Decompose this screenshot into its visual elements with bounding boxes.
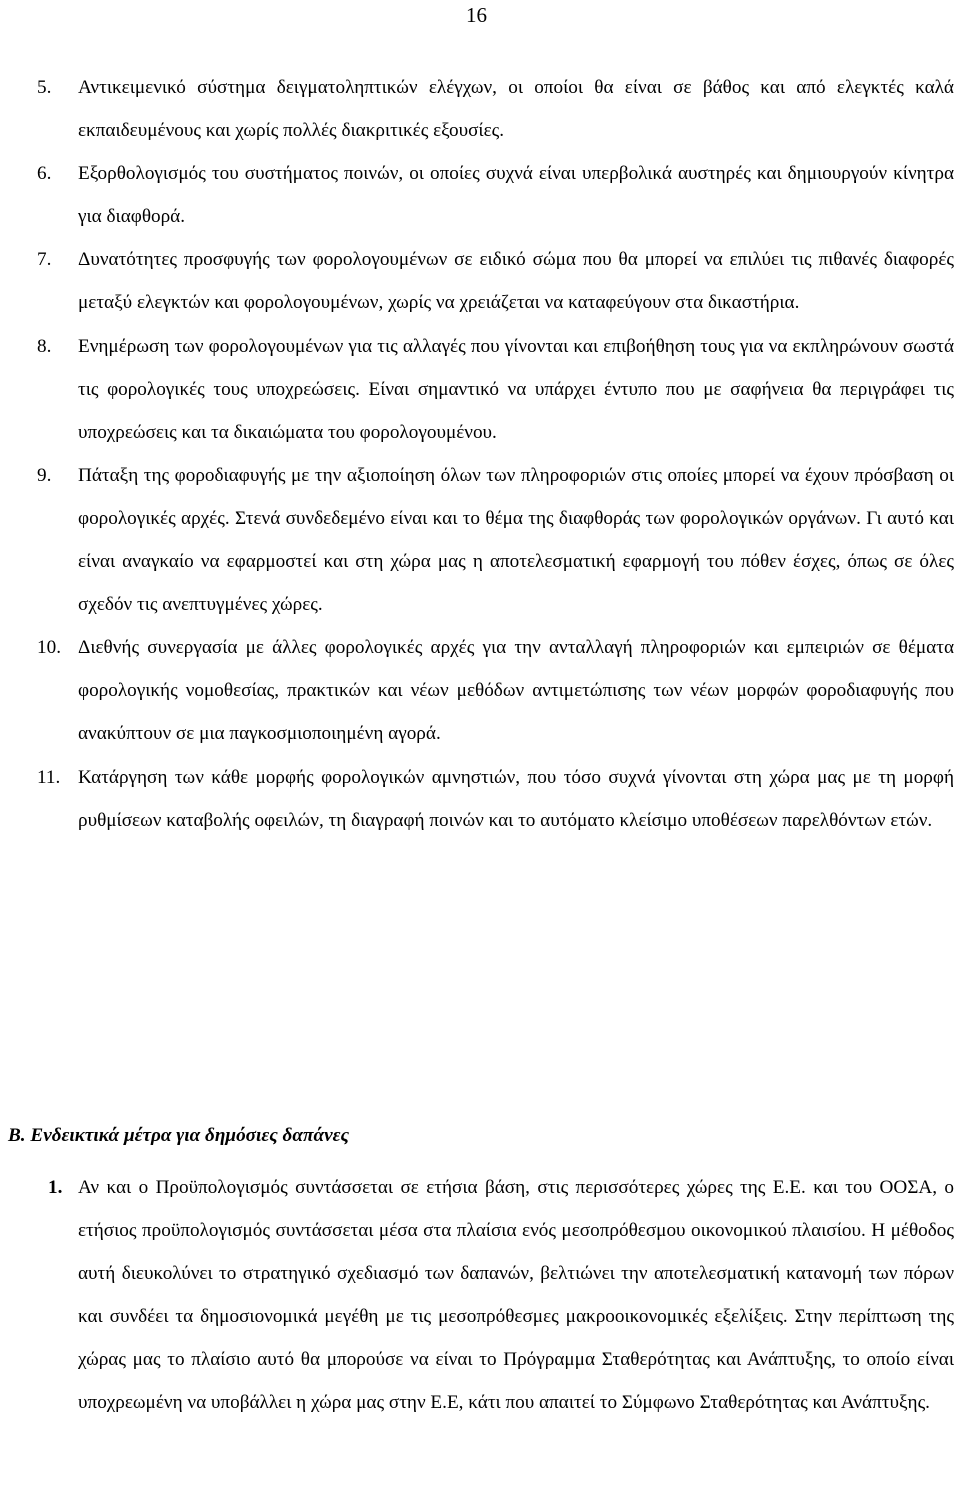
item-text: Εξορθολογισμός του συστήματος ποινών, οι οποίες συχνά είναι υπερβολικά αυστηρές και δημιουργούν κίνητρα για διαφθορά. [78,163,954,228]
section-heading: Β. Ενδεικτικά μέτρα για δημόσιες δαπάνες [8,1125,350,1146]
list-item [0,1166,960,1425]
item-number: 8. [37,335,52,357]
list-item [0,66,960,152]
item-number: 1. [48,1177,63,1198]
page-number: 16 [466,3,487,27]
item-number: 9. [37,464,52,486]
item-text: Αν και ο Προϋπολογισμός συντάσσεται σε ετήσια βάση, στις περισσότερες χώρες της Ε.Ε. και του ΟΟΣΑ, ο ετήσιος προϋπολογισμός συντάσσεται μέσα στα πλαίσια ενός μεσοπρόθεσμου οικονομικού πλαισίου. Η μέθοδος αυτή διευκολύνει το στρατηγικό σχεδιασμό των δαπανών, βελτιώνει την αποτελεσματική κατανομή των πόρων και συνδέει τα δημοσιονομικά μεγέθη με τις μεσοπρόθεσμες μακροοικονομικές εξελίξεις. Στην περίπτωση της χώρας μας το πλαίσιο αυτό θα μπορούσε να είναι το Πρόγραμμα Σταθερότητας και Ανάπτυξης, το οποίο είναι υποχρεωμένη να υποβάλλει η χώρα μας στην Ε.Ε, κάτι που απαιτεί το Σύμφωνο Σταθερότητας και Ανάπτυξης. [78,1177,954,1414]
item-text: Πάταξη της φοροδιαφυγής με την αξιοποίηση όλων των πληροφοριών στις οποίες μπορεί να έχουν πρόσβαση οι φορολογικές αρχές. Στενά συνδεδεμένο είναι και το θέμα της διαφθοράς των φορολογικών οργάνων. Γι αυτό και είναι αναγκαίο να εφαρμοστεί και στη χώρα μας η αποτελεσματική εφαρμογή του πόθεν έσχες, όπως σε όλες σχεδόν τις ανεπτυγμένες χώρες. [78,464,954,616]
list-item [0,238,960,324]
expenditure-measures-list [0,1166,960,1425]
item-text: Ενημέρωση των φορολογουμένων για τις αλλαγές που γίνονται και επιβοήθηση τους για να εκπληρώνουν σωστά τις φορολογικές τους υποχρεώσεις. Είναι σημαντικό να υπάρχει έντυπο που με σαφήνεια θα περιγράφει τις υποχρεώσεις και τα δικαιώματα του φορολογουμένου. [78,335,954,443]
list-item [0,626,960,755]
list-item [0,454,960,626]
item-text: Διεθνής συνεργασία με άλλες φορολογικές αρχές για την ανταλλαγή πληροφοριών και εμπειριών σε θέματα φορολογικής νομοθεσίας, πρακτικών και νέων μεθόδων αντιμετώπισης των νέων μορφών φοροδιαφυγής που ανακύπτουν σε μια παγκοσμιοποιημένη αγορά. [78,637,954,745]
item-text: Κατάργηση των κάθε μορφής φορολογικών αμνηστιών, που τόσο συχνά γίνονται στη χώρα μας με τη μορφή ρυθμίσεων καταβολής οφειλών, τη διαγραφή ποινών και το αυτόματο κλείσιμο υποθέσεων παρελθόντων ετών. [78,766,954,831]
item-number: 7. [37,249,52,271]
item-number: 10. [37,637,61,659]
list-item [0,756,960,842]
item-number: 5. [37,77,52,98]
list-item [0,325,960,454]
measures-list [0,66,960,842]
item-number: 6. [37,163,52,185]
item-text: Δυνατότητες προσφυγής των φορολογουμένων σε ειδικό σώμα που θα μπορεί να επιλύει τις πιθανές διαφορές μεταξύ ελεγκτών και φορολογουμένων, χωρίς να χρειάζεται να καταφεύγουν στα δικαστήρια. [78,249,954,314]
list-item [0,152,960,238]
item-text: Αντικειμενικό σύστημα δειγματοληπτικών ελέγχων, οι οποίοι θα είναι σε βάθος και από ελεγκτές καλά εκπαιδευμένους και χωρίς πολλές διακριτικές εξουσίες. [78,77,954,142]
item-number: 11. [37,766,61,788]
